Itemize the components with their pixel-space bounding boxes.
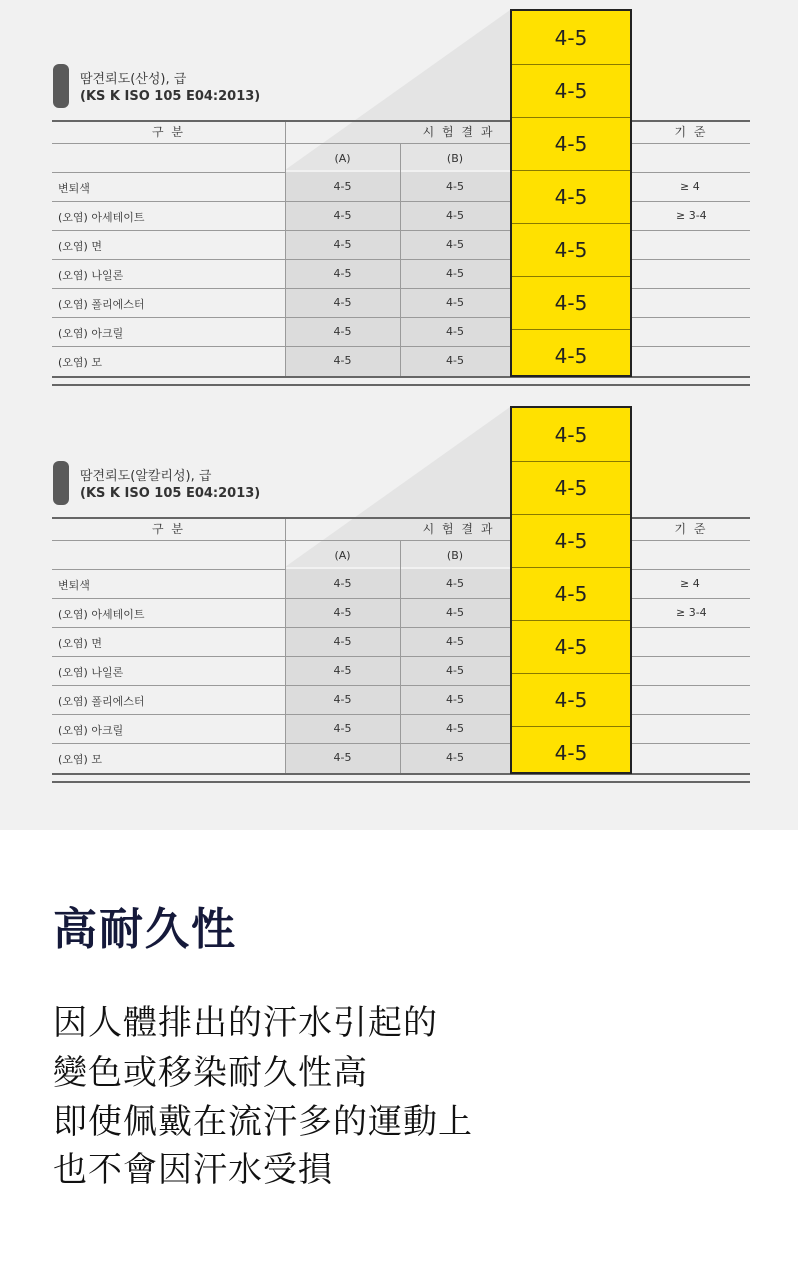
result-a: 4-5 bbox=[333, 325, 352, 338]
sub-header-a: (A) bbox=[334, 549, 351, 562]
row-label: (오염) 면 bbox=[58, 240, 102, 253]
highlight-column bbox=[510, 406, 632, 774]
row-label: (오염) 폴리에스터 bbox=[58, 298, 145, 311]
result-b: 4-5 bbox=[446, 722, 464, 735]
title-marker bbox=[53, 64, 69, 108]
highlight-value: 4-5 bbox=[512, 461, 630, 515]
result-b: 4-5 bbox=[446, 180, 464, 193]
result-a: 4-5 bbox=[333, 606, 352, 619]
highlight-value: 4-5 bbox=[512, 11, 630, 65]
table-bottom-rule bbox=[52, 384, 750, 386]
row-label: (오염) 아크릴 bbox=[58, 327, 124, 340]
table-header-rule bbox=[52, 143, 750, 144]
sub-header-b: (B) bbox=[446, 152, 464, 165]
table-bottom-rule bbox=[52, 773, 750, 775]
result-a: 4-5 bbox=[333, 267, 352, 280]
table-title: 땀견뢰도(알칼리성), 급 bbox=[80, 469, 212, 484]
col-header-category: 구 분 bbox=[152, 125, 185, 139]
alkaline-sweat-fastness-panel bbox=[0, 397, 798, 797]
row-label: (오염) 폴리에스터 bbox=[58, 695, 145, 708]
highlight-value: 4-5 bbox=[512, 408, 630, 462]
row-label: (오염) 아세테이트 bbox=[58, 211, 145, 224]
result-b: 4-5 bbox=[446, 635, 464, 648]
highlight-value: 4-5 bbox=[512, 514, 630, 568]
row-label: 변퇴색 bbox=[58, 579, 90, 592]
table-bottom-rule bbox=[52, 376, 750, 378]
table-bottom-rule bbox=[52, 781, 750, 783]
table-top-rule bbox=[52, 517, 750, 519]
standard-value: ≥ 4 bbox=[680, 577, 700, 590]
highlight-value: 4-5 bbox=[512, 620, 630, 674]
body-line: 變色或移染耐久性高 bbox=[53, 1053, 368, 1093]
result-b: 4-5 bbox=[446, 296, 464, 309]
body-line: 即使佩戴在流汗多的運動上 bbox=[53, 1102, 473, 1142]
table-top-rule bbox=[52, 120, 750, 122]
result-b: 4-5 bbox=[446, 664, 464, 677]
table-title: 땀견뢰도(산성), 급 bbox=[80, 72, 187, 87]
result-a: 4-5 bbox=[333, 296, 352, 309]
standard-value: ≥ 3-4 bbox=[676, 209, 707, 222]
body-line: 因人體排出的汗水引起的 bbox=[53, 1003, 438, 1043]
result-b: 4-5 bbox=[446, 209, 464, 222]
row-label: (오염) 면 bbox=[58, 637, 102, 650]
highlight-value: 4-5 bbox=[512, 117, 630, 171]
row-rule bbox=[52, 288, 750, 289]
result-a: 4-5 bbox=[333, 722, 352, 735]
row-rule bbox=[52, 714, 750, 715]
result-a: 4-5 bbox=[333, 238, 352, 251]
result-b: 4-5 bbox=[446, 751, 464, 764]
row-rule bbox=[52, 346, 750, 347]
result-a: 4-5 bbox=[333, 180, 352, 193]
result-b: 4-5 bbox=[446, 325, 464, 338]
table-header-rule bbox=[52, 540, 750, 541]
row-label: (오염) 나일론 bbox=[58, 269, 124, 282]
row-rule bbox=[52, 598, 750, 599]
row-label: (오염) 아크릴 bbox=[58, 724, 124, 737]
row-label: (오염) 모 bbox=[58, 753, 102, 766]
col-divider bbox=[400, 143, 401, 377]
col-header-standard: 기 준 bbox=[674, 125, 708, 139]
sub-header-b: (B) bbox=[446, 549, 464, 562]
result-a: 4-5 bbox=[333, 577, 352, 590]
row-label: (오염) 모 bbox=[58, 356, 102, 369]
highlight-value: 4-5 bbox=[512, 64, 630, 118]
row-rule bbox=[52, 201, 750, 202]
col-header-results: 시 험 결 과 bbox=[422, 125, 495, 139]
row-rule bbox=[52, 230, 750, 231]
result-a: 4-5 bbox=[333, 693, 352, 706]
row-rule bbox=[52, 743, 750, 744]
highlight-value: 4-5 bbox=[512, 276, 630, 330]
highlight-value: 4-5 bbox=[512, 170, 630, 224]
result-b: 4-5 bbox=[446, 354, 464, 367]
row-label: (오염) 나일론 bbox=[58, 666, 124, 679]
result-a: 4-5 bbox=[333, 664, 352, 677]
row-rule bbox=[52, 627, 750, 628]
standard-value: ≥ 3-4 bbox=[676, 606, 707, 619]
table-standard: (KS K ISO 105 E04:2013) bbox=[80, 486, 261, 501]
row-rule bbox=[52, 685, 750, 686]
result-b: 4-5 bbox=[446, 693, 464, 706]
title-marker bbox=[53, 461, 69, 505]
col-header-results: 시 험 결 과 bbox=[422, 522, 495, 536]
section-heading: 高耐久性 bbox=[53, 904, 237, 955]
result-a: 4-5 bbox=[333, 751, 352, 764]
result-a: 4-5 bbox=[333, 635, 352, 648]
result-b: 4-5 bbox=[446, 577, 464, 590]
result-b: 4-5 bbox=[446, 238, 464, 251]
col-header-standard: 기 준 bbox=[674, 522, 708, 536]
result-b: 4-5 bbox=[446, 606, 464, 619]
table-standard: (KS K ISO 105 E04:2013) bbox=[80, 89, 261, 104]
row-rule bbox=[52, 656, 750, 657]
standard-value: ≥ 4 bbox=[680, 180, 700, 193]
highlight-column bbox=[510, 9, 632, 377]
highlight-value: 4-5 bbox=[554, 740, 588, 765]
highlight-value: 4-5 bbox=[554, 343, 588, 368]
body-line: 也不會因汗水受損 bbox=[53, 1150, 333, 1190]
sub-header-a: (A) bbox=[334, 152, 351, 165]
row-label: (오염) 아세테이트 bbox=[58, 608, 145, 621]
result-b: 4-5 bbox=[446, 267, 464, 280]
col-header-category: 구 분 bbox=[152, 522, 185, 536]
col-divider bbox=[400, 540, 401, 774]
highlight-value: 4-5 bbox=[512, 673, 630, 727]
row-rule bbox=[52, 317, 750, 318]
highlight-value: 4-5 bbox=[512, 567, 630, 621]
result-a: 4-5 bbox=[333, 209, 352, 222]
row-rule bbox=[52, 259, 750, 260]
result-a: 4-5 bbox=[333, 354, 352, 367]
row-label: 변퇴색 bbox=[58, 182, 90, 195]
acid-sweat-fastness-panel bbox=[0, 0, 798, 400]
highlight-value: 4-5 bbox=[512, 223, 630, 277]
